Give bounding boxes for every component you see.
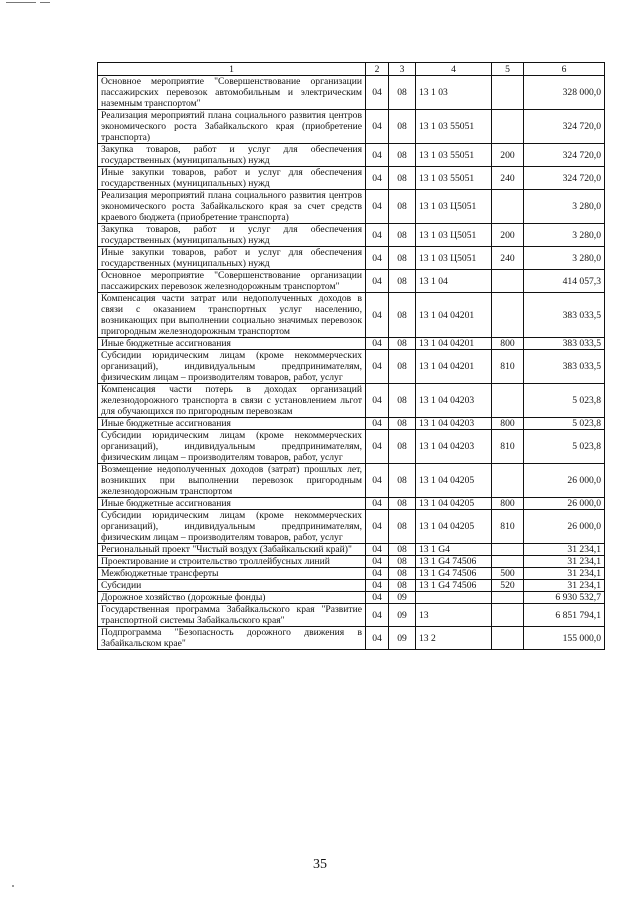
cell-name: Межбюджетные трансферты [98,568,366,580]
cell-section: 04 [366,224,389,247]
cell-name: Иные бюджетные ассигнования [98,338,366,350]
table-row [98,110,605,144]
cell-expense-type [492,556,524,568]
cell-name: Иные бюджетные ассигнования [98,418,366,430]
table-row [98,430,605,464]
cell-expense-type [492,464,524,498]
cell-section: 04 [366,568,389,580]
cell-expense-type: 200 [492,224,524,247]
cell-section: 04 [366,338,389,350]
cell-expense-type [492,293,524,338]
cell-subsection: 08 [389,293,416,338]
table-row [98,510,605,544]
table-row [98,498,605,510]
table-row [98,604,605,627]
cell-section: 04 [366,384,389,418]
column-header: 1 [98,63,366,76]
cell-amount: 26 000,0 [524,464,605,498]
cell-name: Дорожное хозяйство (дорожные фонды) [98,592,366,604]
cell-subsection: 08 [389,338,416,350]
column-header: 2 [366,63,389,76]
table-header-row [98,63,605,76]
cell-amount: 6 851 794,1 [524,604,605,627]
scan-mark [12,885,14,887]
cell-target-article: 13 1 03 55051 [416,110,492,144]
cell-name: Региональный проект "Чистый воздух (Забайкальский край)" [98,544,366,556]
cell-expense-type [492,604,524,627]
cell-expense-type [492,190,524,224]
cell-subsection: 08 [389,350,416,384]
table-row [98,190,605,224]
cell-section: 04 [366,247,389,270]
table-body [98,76,605,650]
cell-section: 04 [366,293,389,338]
cell-subsection: 08 [389,384,416,418]
cell-subsection: 08 [389,510,416,544]
cell-name: Компенсация части затрат или недополученных доходов в связи с оказанием транспортных услуг населению, возникающих при выполнении социально значимых перевозок пригородным железнодорожным транспортом [98,293,366,338]
cell-amount: 5 023,8 [524,430,605,464]
cell-section: 04 [366,167,389,190]
cell-section: 04 [366,190,389,224]
cell-expense-type: 810 [492,510,524,544]
cell-target-article: 13 1 03 Ц5051 [416,224,492,247]
cell-section: 04 [366,592,389,604]
cell-target-article: 13 1 04 [416,270,492,293]
cell-subsection: 08 [389,464,416,498]
cell-target-article: 13 1 04 04203 [416,430,492,464]
cell-name: Субсидии юридическим лицам (кроме некоммерческих организаций), индивидуальным предпринимателям, физическим лицам – производителям товаров, работ, услуг [98,430,366,464]
cell-expense-type: 500 [492,568,524,580]
cell-subsection: 08 [389,430,416,464]
column-header: 5 [492,63,524,76]
cell-target-article: 13 1 04 04203 [416,384,492,418]
cell-name: Иные закупки товаров, работ и услуг для обеспечения государственных (муниципальных) нужд [98,167,366,190]
table-row [98,384,605,418]
cell-section: 04 [366,510,389,544]
table-row [98,556,605,568]
cell-subsection: 09 [389,604,416,627]
cell-subsection: 08 [389,418,416,430]
cell-name: Реализация мероприятий плана социального развития центров экономического роста Забайкальского края (приобретение транспорта) [98,110,366,144]
table-row [98,592,605,604]
column-header: 6 [524,63,605,76]
cell-subsection: 08 [389,76,416,110]
cell-subsection: 08 [389,580,416,592]
scan-mark [6,2,36,3]
cell-amount: 383 033,5 [524,293,605,338]
cell-name: Подпрограмма "Безопасность дорожного движения в Забайкальском крае" [98,627,366,650]
cell-subsection: 08 [389,110,416,144]
cell-amount: 3 280,0 [524,224,605,247]
cell-expense-type: 200 [492,144,524,167]
cell-amount: 414 057,3 [524,270,605,293]
cell-expense-type [492,76,524,110]
cell-subsection: 08 [389,556,416,568]
cell-expense-type [492,627,524,650]
cell-target-article: 13 1 04 04201 [416,293,492,338]
cell-section: 04 [366,144,389,167]
cell-amount: 328 000,0 [524,76,605,110]
table-row [98,464,605,498]
table-row [98,224,605,247]
cell-subsection: 08 [389,144,416,167]
cell-name: Субсидии [98,580,366,592]
cell-section: 04 [366,498,389,510]
cell-target-article: 13 1 G4 74506 [416,568,492,580]
cell-section: 04 [366,110,389,144]
cell-amount: 5 023,8 [524,384,605,418]
cell-section: 04 [366,556,389,568]
cell-section: 04 [366,430,389,464]
table-row [98,167,605,190]
cell-subsection: 09 [389,627,416,650]
table-row [98,293,605,338]
cell-amount: 3 280,0 [524,247,605,270]
cell-target-article: 13 1 04 04205 [416,464,492,498]
table-row [98,544,605,556]
cell-target-article: 13 1 04 04201 [416,350,492,384]
table-row [98,568,605,580]
cell-section: 04 [366,76,389,110]
cell-target-article: 13 1 G4 74506 [416,556,492,568]
cell-target-article: 13 1 03 55051 [416,144,492,167]
cell-amount: 324 720,0 [524,144,605,167]
cell-expense-type: 800 [492,498,524,510]
cell-name: Государственная программа Забайкальского края "Развитие транспортной системы Забайкальского края" [98,604,366,627]
cell-expense-type: 800 [492,418,524,430]
cell-expense-type: 810 [492,430,524,464]
cell-amount: 31 234,1 [524,544,605,556]
cell-target-article: 13 1 03 [416,76,492,110]
cell-amount: 383 033,5 [524,350,605,384]
cell-expense-type: 810 [492,350,524,384]
cell-amount: 31 234,1 [524,568,605,580]
cell-section: 04 [366,627,389,650]
table-row [98,418,605,430]
cell-section: 04 [366,350,389,384]
table-row [98,350,605,384]
cell-target-article: 13 1 04 04205 [416,510,492,544]
cell-expense-type: 240 [492,167,524,190]
cell-name: Иные бюджетные ассигнования [98,498,366,510]
scan-mark [40,2,50,3]
cell-name: Реализация мероприятий плана социального развития центров экономического роста Забайкальского края за счет средств краевого бюджета (приобретение транспорта) [98,190,366,224]
cell-amount: 324 720,0 [524,167,605,190]
cell-name: Субсидии юридическим лицам (кроме некоммерческих организаций), индивидуальным предпринимателям, физическим лицам – производителям товаров, работ, услуг [98,350,366,384]
cell-amount: 383 033,5 [524,338,605,350]
table-row [98,627,605,650]
table-row [98,247,605,270]
cell-target-article: 13 1 04 04203 [416,418,492,430]
cell-expense-type [492,592,524,604]
cell-amount: 26 000,0 [524,498,605,510]
cell-name: Основное мероприятие "Совершенствование организации пассажирских перевозок автомобильным и электрическим наземным транспортом" [98,76,366,110]
cell-subsection: 08 [389,544,416,556]
cell-amount: 6 930 532,7 [524,592,605,604]
cell-section: 04 [366,580,389,592]
cell-name: Основное мероприятие "Совершенствование организации пассажирских перевозок железнодорожным транспортом" [98,270,366,293]
cell-amount: 155 000,0 [524,627,605,650]
cell-name: Иные закупки товаров, работ и услуг для обеспечения государственных (муниципальных) нужд [98,247,366,270]
cell-name: Закупка товаров, работ и услуг для обеспечения государственных (муниципальных) нужд [98,224,366,247]
cell-target-article: 13 [416,604,492,627]
table-row [98,76,605,110]
cell-name: Субсидии юридическим лицам (кроме некоммерческих организаций), индивидуальным предпринимателям, физическим лицам – производителям товаров, работ, услуг [98,510,366,544]
cell-section: 04 [366,418,389,430]
cell-expense-type [492,384,524,418]
table-row [98,338,605,350]
table-row [98,144,605,167]
cell-target-article: 13 1 03 Ц5051 [416,190,492,224]
cell-expense-type [492,544,524,556]
cell-amount: 5 023,8 [524,418,605,430]
cell-name: Возмещение недополученных доходов (затрат) прошлых лет, возникших при выполнении перевозок пригородным железнодорожным транспортом [98,464,366,498]
cell-subsection: 08 [389,270,416,293]
cell-target-article [416,592,492,604]
cell-expense-type: 240 [492,247,524,270]
table-row [98,270,605,293]
cell-name: Проектирование и строительство троллейбусных линий [98,556,366,568]
cell-subsection: 08 [389,167,416,190]
cell-expense-type: 520 [492,580,524,592]
cell-expense-type [492,270,524,293]
cell-section: 04 [366,464,389,498]
cell-target-article: 13 2 [416,627,492,650]
page-number: 35 [313,857,327,872]
cell-subsection: 08 [389,190,416,224]
cell-amount: 31 234,1 [524,580,605,592]
cell-subsection: 08 [389,224,416,247]
column-header: 3 [389,63,416,76]
cell-subsection: 08 [389,498,416,510]
cell-target-article: 13 1 03 55051 [416,167,492,190]
cell-subsection: 09 [389,592,416,604]
cell-expense-type [492,110,524,144]
cell-target-article: 13 1 04 04205 [416,498,492,510]
cell-expense-type: 800 [492,338,524,350]
column-header: 4 [416,63,492,76]
cell-name: Закупка товаров, работ и услуг для обеспечения государственных (муниципальных) нужд [98,144,366,167]
cell-section: 04 [366,270,389,293]
cell-amount: 26 000,0 [524,510,605,544]
cell-amount: 31 234,1 [524,556,605,568]
cell-subsection: 08 [389,247,416,270]
cell-section: 04 [366,604,389,627]
cell-target-article: 13 1 04 04201 [416,338,492,350]
cell-amount: 324 720,0 [524,110,605,144]
table-row [98,580,605,592]
cell-target-article: 13 1 G4 [416,544,492,556]
cell-target-article: 13 1 03 Ц5051 [416,247,492,270]
cell-target-article: 13 1 G4 74506 [416,580,492,592]
cell-amount: 3 280,0 [524,190,605,224]
cell-name: Компенсация части потерь в доходах организаций железнодорожного транспорта в связи с установлением льгот для обучающихся по пригородным перевозкам [98,384,366,418]
cell-section: 04 [366,544,389,556]
cell-subsection: 08 [389,568,416,580]
budget-table [97,62,605,650]
